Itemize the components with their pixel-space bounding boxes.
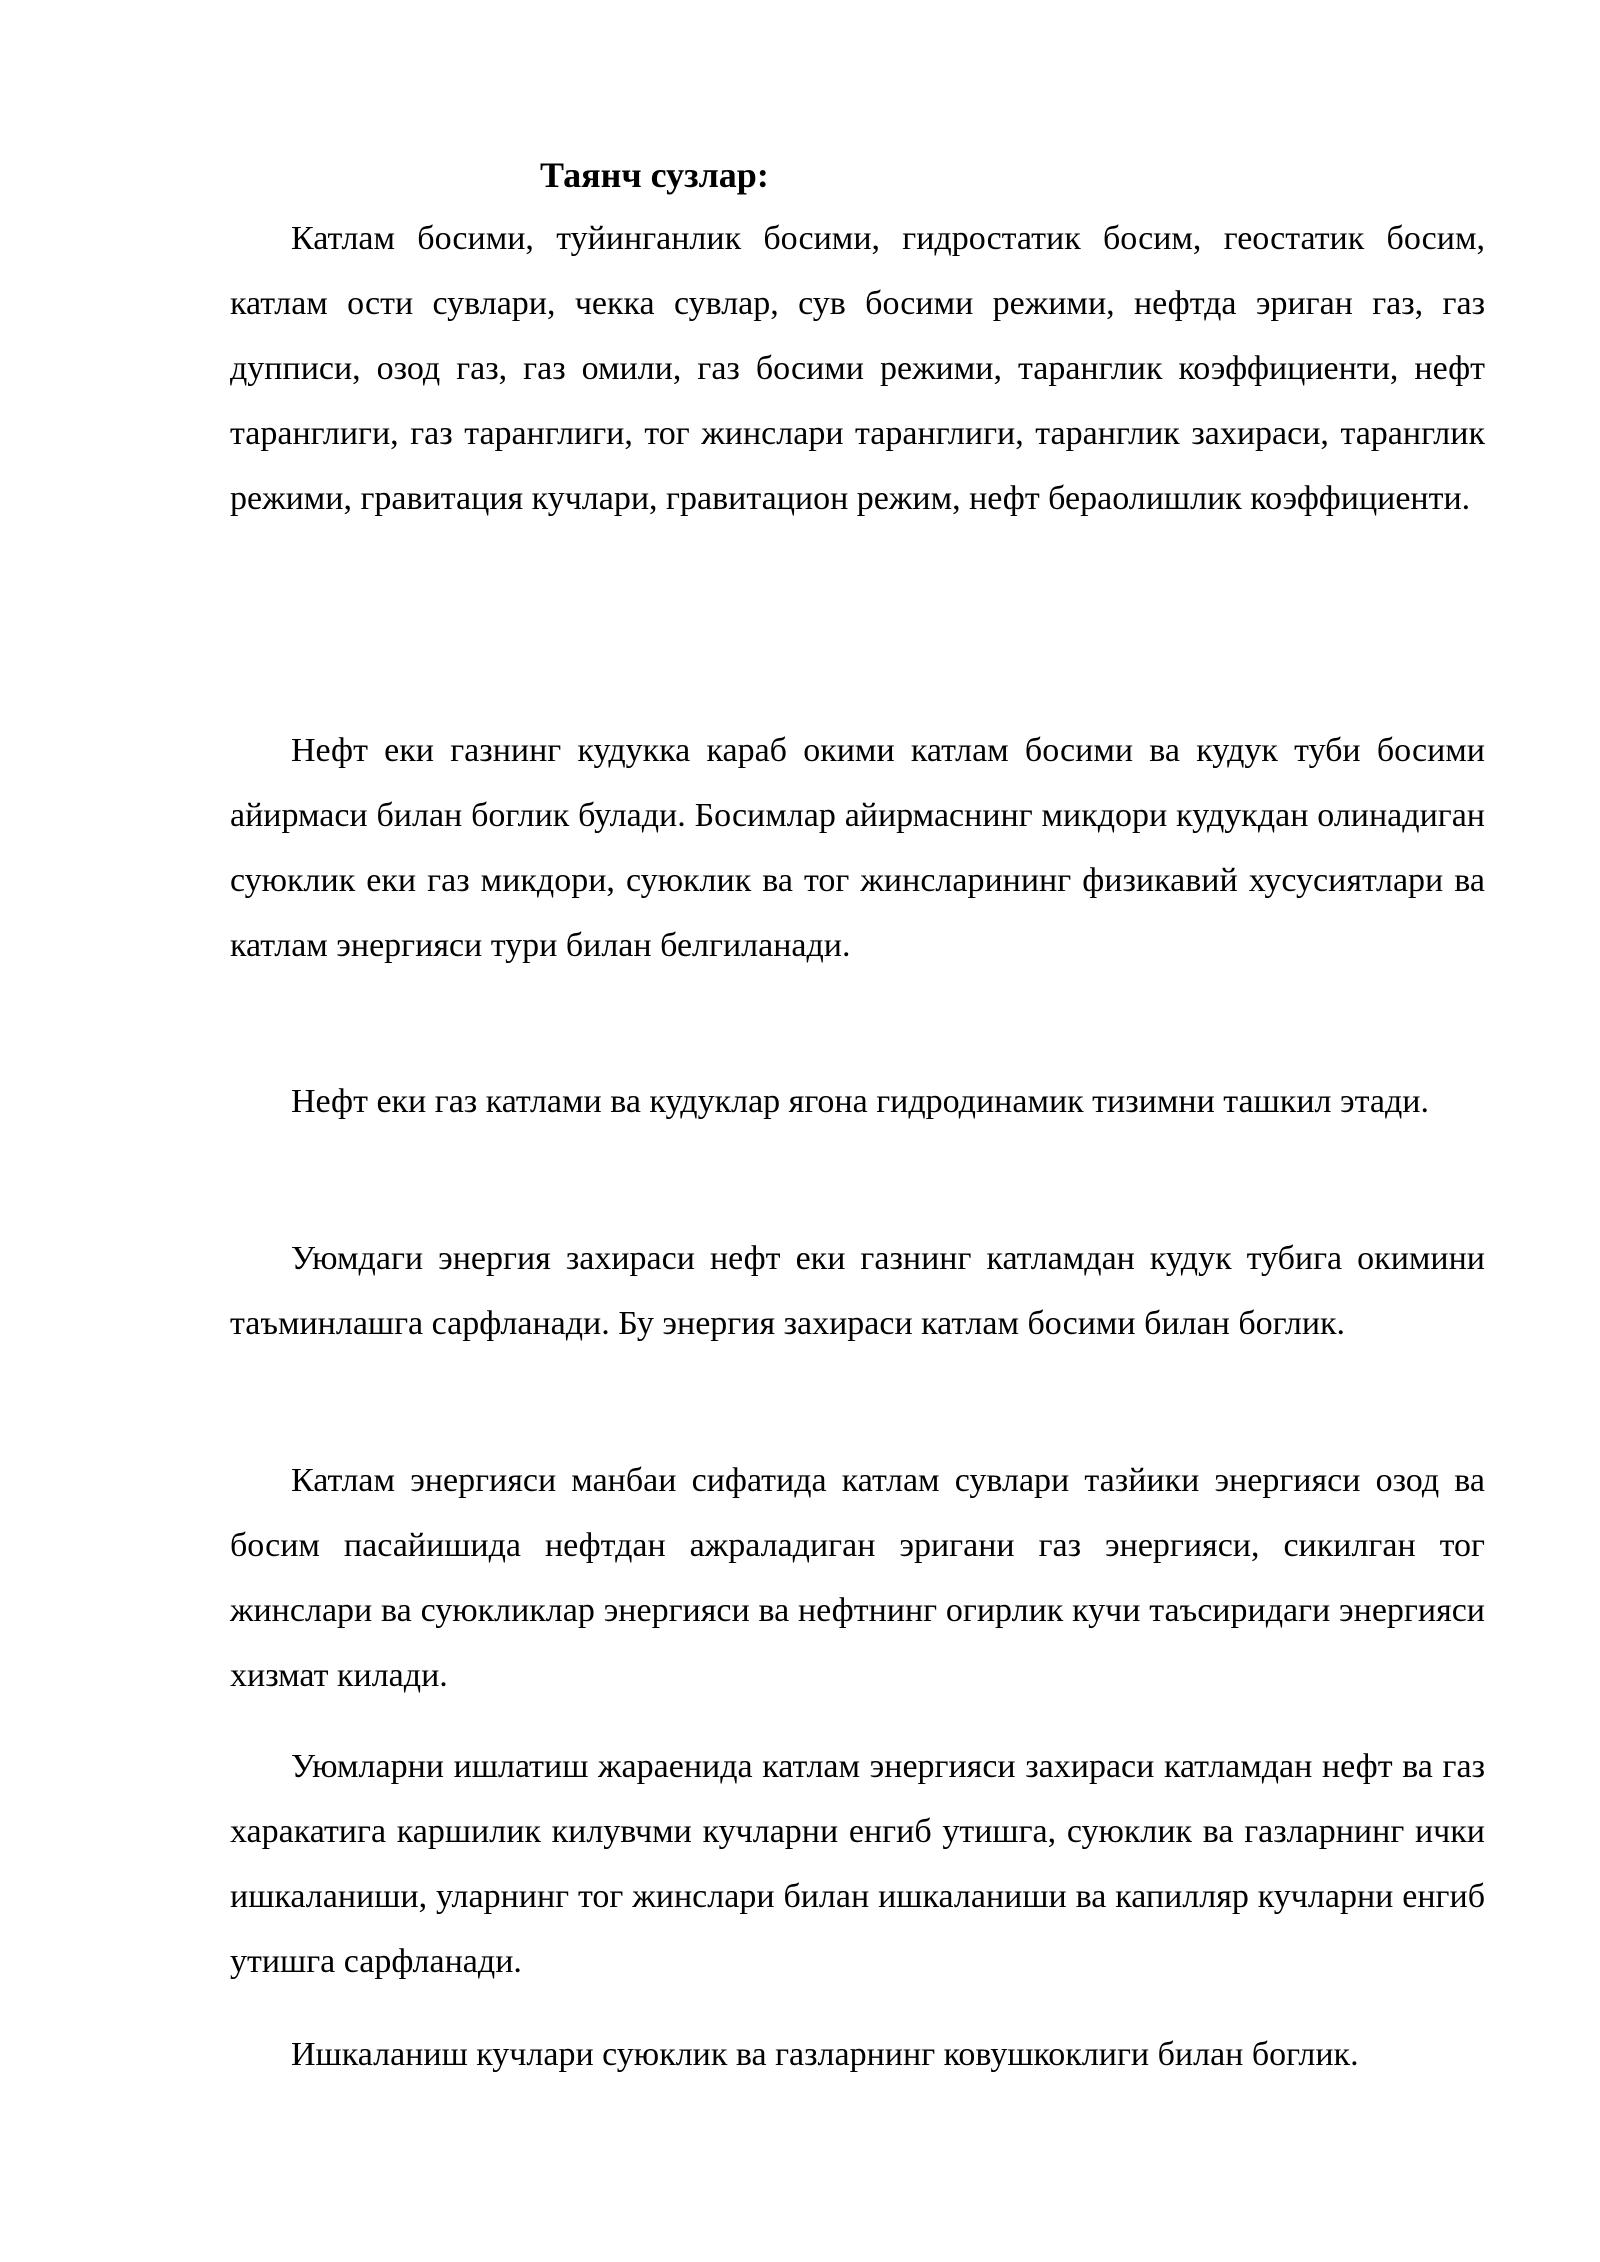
keywords-heading: Таянч сузлар: <box>540 155 769 195</box>
keywords-paragraph: Катлам босими, туйинганлик босими, гидростатик босим, геостатик босим, катлам ости сувлари, чекка сувлар, сув босими режими, нефтда эриган газ, газ дупписи, озод газ, газ омили, газ босими режими, таранглик коэффициенти, нефт таранглиги, газ таранглиги, тог жинслари таранглиги, таранглик захираси, таранглик режими, гравитация кучлари, гравитацион режим, нефт бераолишлик коэффициенти. <box>230 220 1485 517</box>
body-paragraph-2: Нефт еки газ катлами ва кудуклар ягона гидродинамик тизимни ташкил этади. <box>291 1083 1429 1120</box>
body-paragraph-5: Уюмларни ишлатиш жараенида катлам энергияси захираси катламдан нефт ва газ харакатига каршилик килувчми кучларни енгиб утишга, суюклик ва газларнинг ички ишкаланиши, уларнинг тог жинслари билан ишкаланиши ва капилляр кучларни енгиб утишга сарфланади. <box>230 1748 1485 1980</box>
body-paragraph-6: Ишкаланиш кучлари суюклик ва газларнинг ковушкоклиги билан боглик. <box>291 2036 1359 2073</box>
body-paragraph-4: Катлам энергияси манбаи сифатида катлам сувлари тазйики энергияси озод ва босим пасайишида нефтдан ажраладиган эригани газ энергияси, сикилган тог жинслари ва суюкликлар энергияси ва нефтнинг огирлик кучи таъсиридаги энергияси хизмат килади. <box>230 1462 1485 1694</box>
body-paragraph-1: Нефт еки газнинг кудукка караб окими катлам босими ва кудук туби босими айирмаси билан боглик булади. Босимлар айирмаснинг микдори кудукдан олинадиган суюклик еки газ микдори, суюклик ва тог жинсларининг физикавий хусусиятлари ва катлам энергияси тури билан белгиланади. <box>230 732 1485 964</box>
body-paragraph-3: Уюмдаги энергия захираси нефт еки газнинг катламдан кудук тубига окимини таъминлашга сарфланади. Бу энергия захираси катлам босими билан боглик. <box>230 1240 1485 1342</box>
